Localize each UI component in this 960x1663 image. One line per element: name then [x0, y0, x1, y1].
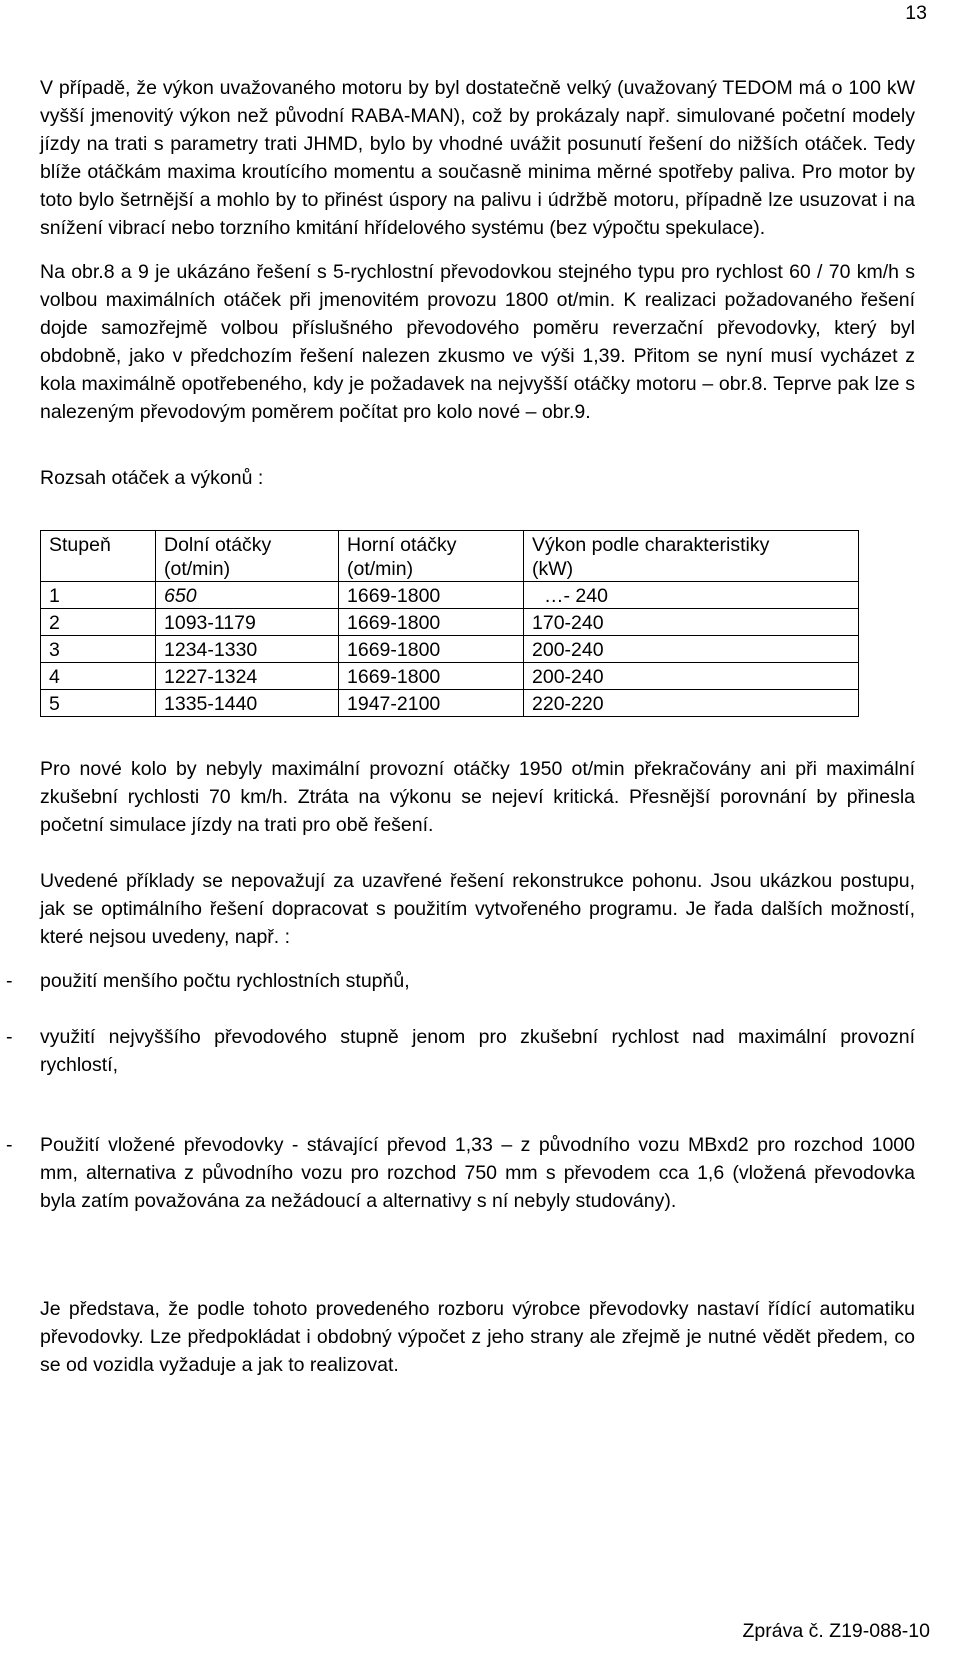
table-caption: Rozsah otáček a výkonů :: [40, 467, 264, 489]
header-dolni-otacky: Dolní otáčky (ot/min): [156, 531, 339, 582]
cell-dolni: 1335-1440: [156, 690, 339, 717]
report-number-footer: Zpráva č. Z19-088-10: [742, 1620, 930, 1642]
header-stupen: Stupeň: [41, 531, 156, 582]
table-row: [41, 582, 859, 609]
cell-horni: 1669-1800: [339, 609, 524, 636]
list-item: [6, 1023, 915, 1079]
bullet-dash: -: [6, 1026, 13, 1048]
cell-dolni: 1227-1324: [156, 663, 339, 690]
cell-vykon: 200-240: [524, 636, 859, 663]
cell-dolni: 650: [156, 582, 339, 609]
page-number: 13: [905, 2, 927, 24]
cell-vykon: 170-240: [524, 609, 859, 636]
cell-horni: 1669-1800: [339, 582, 524, 609]
list-item: [6, 967, 915, 995]
cell-dolni: 1093-1179: [156, 609, 339, 636]
cell-horni: 1669-1800: [339, 663, 524, 690]
table-row: [41, 636, 859, 663]
cell-stupen: 2: [41, 609, 156, 636]
cell-vykon: 220-220: [524, 690, 859, 717]
list-item-text: Použití vložené převodovky - stávající převod 1,33 – z původního vozu MBxd2 pro rozchod 1000 mm, alternativa z původního vozu pro rozchod 750 mm s převodem cca 1,6 (vložená převodovka byla zatím považována za nežádoucí a alternativy s ní nebyly studovány).: [40, 1134, 915, 1212]
paragraph-gearbox-solution: Na obr.8 a 9 je ukázáno řešení s 5-rychlostní převodovkou stejného typu pro rychlost 60 / 70 km/h s volbou maximálních otáček při jmenovitém provozu 1800 ot/min. K realizaci požadovaného řešení dojde samozřejmě volbou příslušného převodového poměru reverzační převodovky, který byl obdobně, jako v předchozím řešení nalezen zkusmo ve výši 1,39. Přitom se nyní musí vycházet z kola maximálně opotřebeného, kdy je požadavek na nejvyšší otáčky motoru – obr.8. Teprve pak lze s nalezeným převodovým poměrem počítat pro kolo nové – obr.9.: [40, 261, 915, 423]
paragraph-new-wheel: Pro nové kolo by nebyly maximální provozní otáčky 1950 ot/min překračovány ani při maximální zkušební rychlosti 70 km/h. Ztráta na výkonu se nejeví kritická. Přesnější porovnání by přinesla početní simulace jízdy na trati pro obě řešení.: [40, 758, 915, 836]
list-item-text: využití nejvyššího převodového stupně jenom pro zkušební rychlost nad maximální provozní rychlostí,: [40, 1026, 915, 1076]
table-header-row: [41, 531, 859, 582]
cell-vykon: …- 240: [524, 582, 859, 609]
table-row: [41, 609, 859, 636]
cell-stupen: 4: [41, 663, 156, 690]
cell-stupen: 1: [41, 582, 156, 609]
document-body: [6, 74, 915, 1379]
cell-stupen: 3: [41, 636, 156, 663]
cell-dolni: 1234-1330: [156, 636, 339, 663]
list-item: [6, 1131, 915, 1215]
bullet-dash: -: [6, 970, 13, 992]
table-row: [41, 663, 859, 690]
table-row: [41, 690, 859, 717]
cell-horni: 1669-1800: [339, 636, 524, 663]
paragraph-conclusion: Je představa, že podle tohoto provedeného rozboru výrobce převodovky nastaví řídící automatiku převodovky. Lze předpokládat i obdobný výpočet z jeho strany ale zřejmě je nutné vědět předem, co se od vozidla vyžaduje a jak to realizovat.: [40, 1298, 915, 1376]
cell-stupen: 5: [41, 690, 156, 717]
header-horni-otacky: Horní otáčky (ot/min): [339, 531, 524, 582]
paragraph-examples: Uvedené příklady se nepovažují za uzavřené řešení rekonstrukce pohonu. Jsou ukázkou postupu, jak se optimálního řešení dopracovat s použitím vytvořeného programu. Je řada dalších možností, které nejsou uvedeny, např. :: [40, 870, 915, 948]
speed-power-table: [40, 530, 859, 717]
list-item-text: použití menšího počtu rychlostních stupňů,: [40, 970, 410, 992]
paragraph-engine-power: V případě, že výkon uvažovaného motoru by byl dostatečně velký (uvažovaný TEDOM má o 100 kW vyšší jmenovitý výkon než původní RABA-MAN), což by prokázaly např. simulované početní modely jízdy na trati s parametry trati JHMD, bylo by vhodné uvážit posunutí řešení do nižších otáček. Tedy blíže otáčkám maxima kroutícího momentu a současně minima měrné spotřeby paliva. Pro motor by toto bylo šetrnější a mohlo by to přinést úspory na palivu i údržbě motoru, případně lze usuzovat i na snížení vibrací nebo torzního kmitání hřídelového systému (bez výpočtu spekulace).: [40, 77, 915, 239]
header-vykon: Výkon podle charakteristiky (kW): [524, 531, 859, 582]
cell-horni: 1947-2100: [339, 690, 524, 717]
cell-vykon: 200-240: [524, 663, 859, 690]
bullet-dash: -: [6, 1134, 13, 1156]
